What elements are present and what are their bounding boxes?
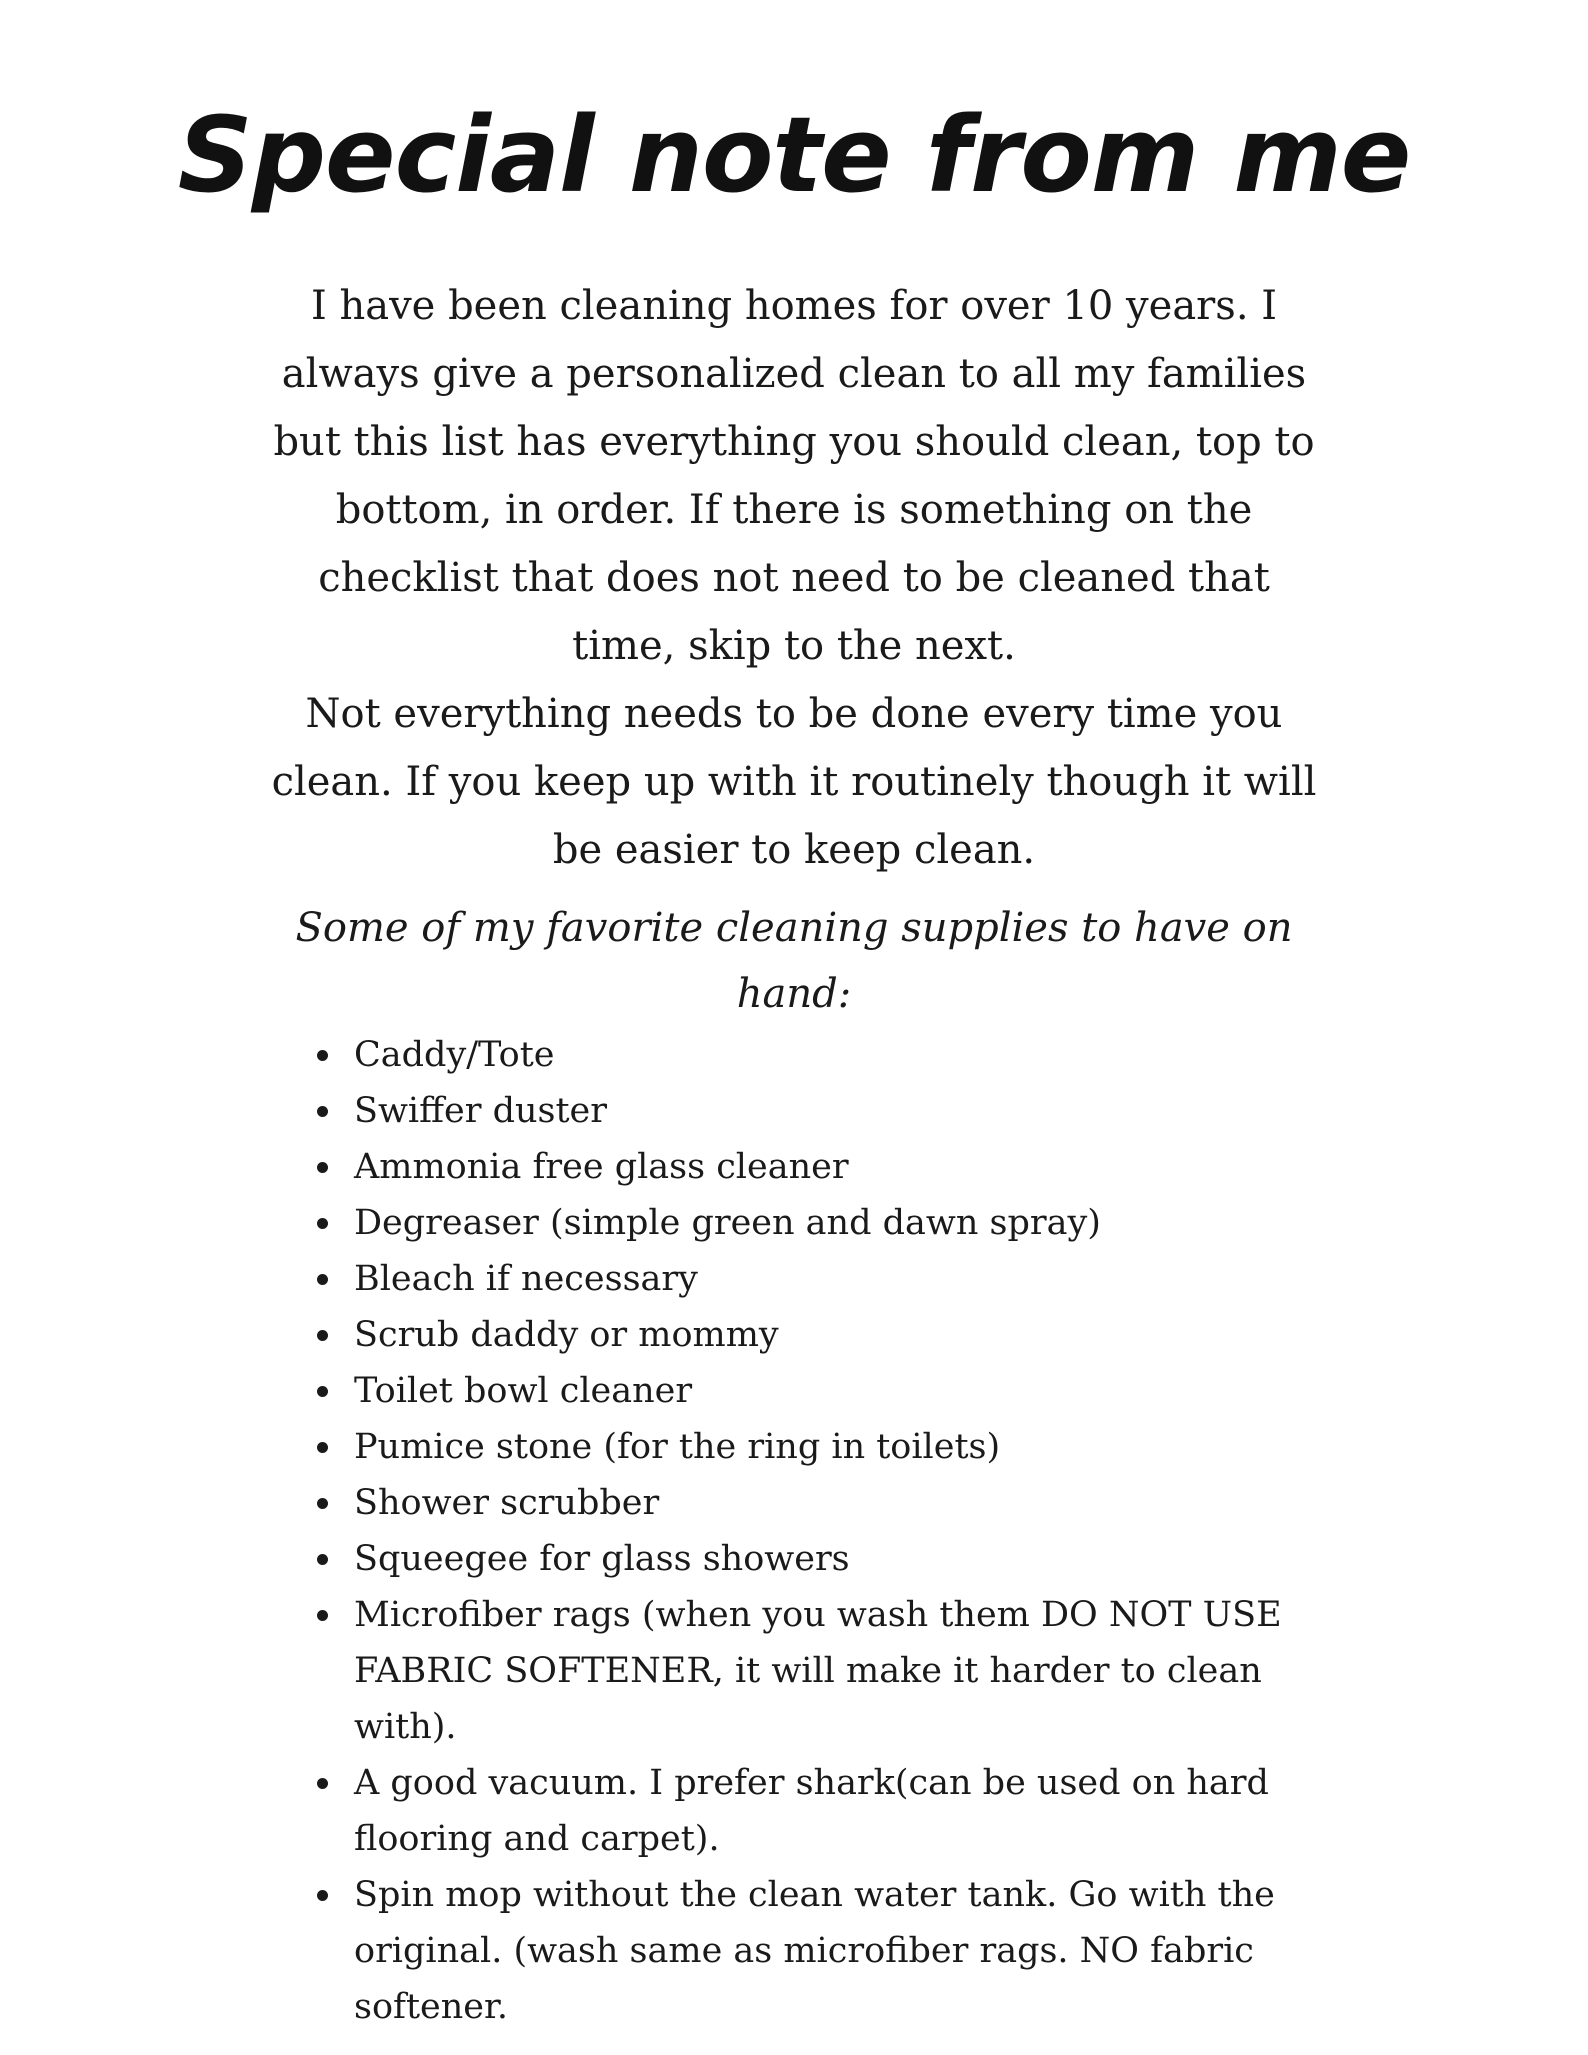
- list-item-text: A good vacuum. I prefer shark(can be used on hard flooring and carpet).: [354, 1763, 1269, 1859]
- intro-paragraph-1: I have been cleaning homes for over 10 years. I always give a personalized clean to all my families but this list has everything you should clean, top to bottom, in order. If there is something on the checklist that does not need to be cleaned that time, skip to the next.: [273, 283, 1315, 669]
- bullet-icon: [317, 1274, 328, 1285]
- page-title: Special note from me: [177, 94, 1411, 216]
- bullet-icon: [317, 1610, 328, 1621]
- bullet-icon: [317, 1498, 328, 1509]
- bullet-icon: [317, 1386, 328, 1397]
- intro-text: [270, 272, 1318, 884]
- list-item-text: Toilet bowl cleaner: [354, 1371, 693, 1411]
- supplies-heading: Some of my favorite cleaning supplies to have on hand:: [295, 905, 1293, 1017]
- list-item-text: Bleach if necessary: [354, 1259, 698, 1299]
- list-item-text: Ammonia free glass cleaner: [354, 1147, 849, 1187]
- bullet-icon: [317, 1162, 328, 1173]
- list-item: [354, 1027, 1364, 1083]
- list-item: [354, 1587, 1364, 1755]
- bullet-icon: [317, 1050, 328, 1061]
- list-item: [354, 1195, 1364, 1251]
- bullet-icon: [317, 1218, 328, 1229]
- list-item: [354, 1867, 1364, 2035]
- bullet-icon: [317, 1442, 328, 1453]
- list-item: [354, 1307, 1364, 1363]
- list-item-text: Shower scrubber: [354, 1483, 660, 1523]
- list-item: [354, 1531, 1364, 1587]
- list-item-text: Swiffer duster: [354, 1091, 607, 1131]
- list-item-text: Pumice stone (for the ring in toilets): [354, 1427, 1001, 1467]
- list-item-text: Degreaser (simple green and dawn spray): [354, 1203, 1101, 1243]
- bullet-icon: [317, 1106, 328, 1117]
- list-item: [354, 1139, 1364, 1195]
- bullet-icon: [317, 1890, 328, 1901]
- list-item: [354, 1251, 1364, 1307]
- list-item-text: Scrub daddy or mommy: [354, 1315, 779, 1355]
- list-item: [354, 1083, 1364, 1139]
- supplies-list: [310, 1027, 1364, 2035]
- intro-paragraph-2: Not everything needs to be done every time you clean. If you keep up with it routinely though it will be easier to keep clean.: [271, 691, 1317, 873]
- list-item: [354, 1419, 1364, 1475]
- list-item-text: Spin mop without the clean water tank. Go with the original. (wash same as microfiber rags. NO fabric softener.: [354, 1875, 1275, 2027]
- list-item: [354, 1363, 1364, 1419]
- bullet-icon: [317, 1554, 328, 1565]
- list-item-text: Caddy/Tote: [354, 1035, 555, 1075]
- list-item-text: Microfiber rags (when you wash them DO NOT USE FABRIC SOFTENER, it will make it harder to clean with).: [354, 1595, 1282, 1747]
- list-item: [354, 1755, 1364, 1867]
- list-item-text: Squeegee for glass showers: [354, 1539, 850, 1579]
- bullet-icon: [317, 1778, 328, 1789]
- list-item: [354, 1475, 1364, 1531]
- bullet-icon: [317, 1330, 328, 1341]
